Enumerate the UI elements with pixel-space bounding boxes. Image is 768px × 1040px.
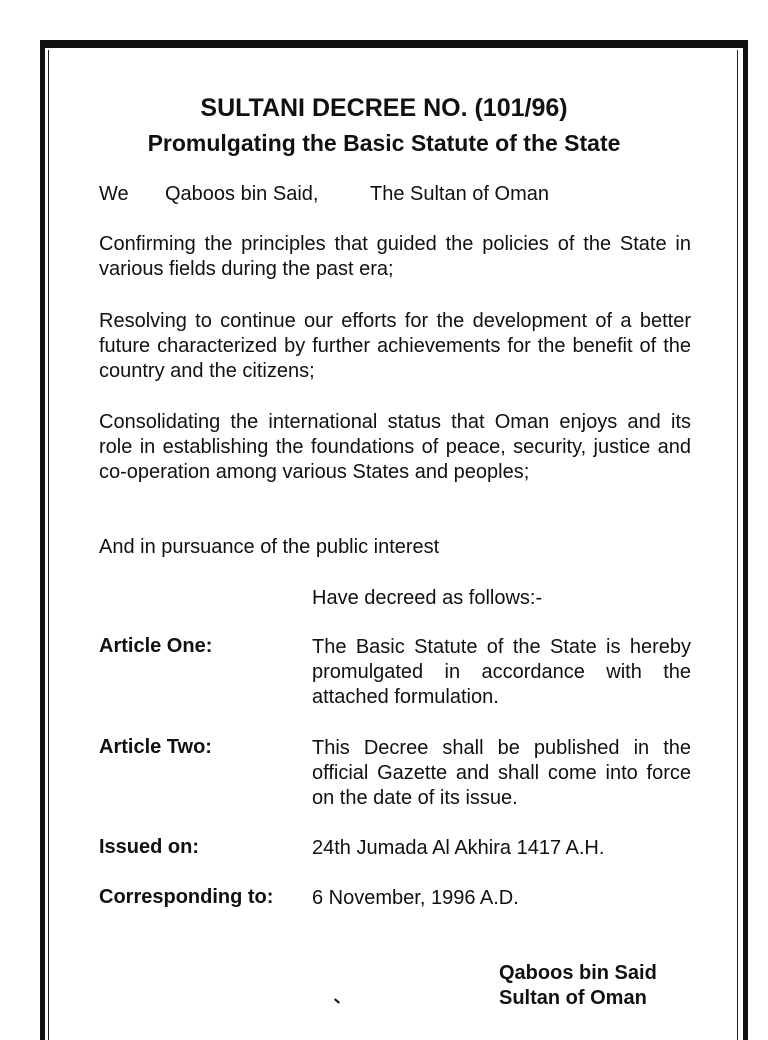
decree-subtitle: Promulgating the Basic Statute of the State <box>147 130 621 156</box>
paragraph-public-interest: And in pursuance of the public interest <box>99 536 440 558</box>
corresponding-value: 6 November, 1996 A.D. <box>312 887 519 909</box>
decree-title: SULTANI DECREE NO. (101/96) <box>200 94 568 122</box>
article-one-text: The Basic Statute of the State is hereby promulgated in accordance with the attached formulation. <box>312 636 691 708</box>
preamble-title: The Sultan of Oman <box>370 183 549 205</box>
paragraph-consolidating: Consolidating the international status that Oman enjoys and its role in establishing the foundations of peace, security, justice and co-operation among various States and peoples; <box>99 411 691 483</box>
signature-name: Qaboos bin Said <box>499 962 657 984</box>
issued-value: 24th Jumada Al Akhira 1417 A.H. <box>312 837 605 859</box>
corresponding-label: Corresponding to: <box>99 886 274 908</box>
article-one-label: Article One: <box>99 635 213 657</box>
decreed-line: Have decreed as follows:- <box>312 587 543 609</box>
issued-label: Issued on: <box>99 836 200 858</box>
paragraph-resolving: Resolving to continue our efforts for the development of a better future characterized by further achievements for the benefit of the country and the citizens; <box>99 310 691 382</box>
preamble-name: Qaboos bin Said, <box>165 183 319 205</box>
signature-title: Sultan of Oman <box>499 987 647 1009</box>
preamble-we: We <box>99 183 129 205</box>
paragraph-confirming: Confirming the principles that guided the policies of the State in various fields during the past era; <box>99 233 691 280</box>
article-two-label: Article Two: <box>99 736 212 758</box>
article-two-text: This Decree shall be published in the official Gazette and shall come into force on the date of its issue. <box>312 737 691 809</box>
